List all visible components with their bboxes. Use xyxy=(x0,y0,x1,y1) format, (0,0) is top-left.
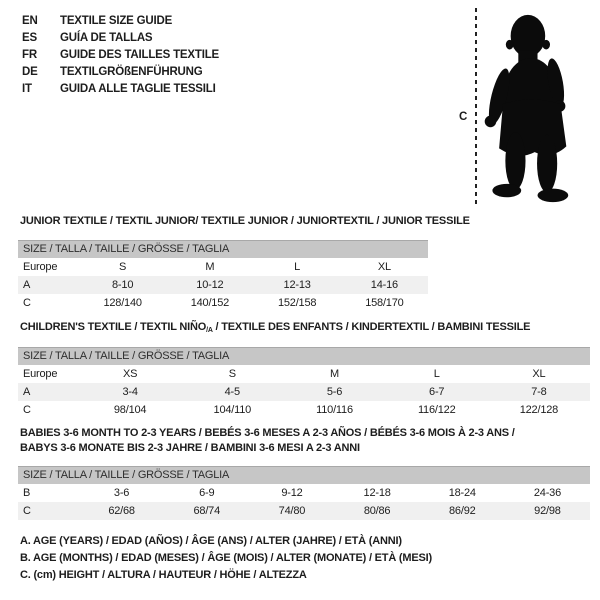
size-cell: S xyxy=(119,261,127,273)
size-cell: XL xyxy=(532,368,546,380)
language-code: EN xyxy=(22,15,38,27)
table-title-text: BABYS 3-6 MONATE BIS 2-3 JAHRE / BAMBINI 3-6 MESI A 2-3 ANNI xyxy=(20,442,360,454)
language-guide xyxy=(22,13,219,98)
language-label: GUIDE DES TAILLES TEXTILE xyxy=(60,49,219,61)
size-cell: 12-18 xyxy=(363,487,391,499)
height-measure-line xyxy=(475,8,477,207)
table-row xyxy=(18,383,590,401)
baby-silhouette-image xyxy=(478,8,574,208)
language-code: IT xyxy=(22,83,32,95)
children-table-title xyxy=(20,320,530,338)
table-title-line xyxy=(20,320,530,338)
size-cell: 3-4 xyxy=(122,386,138,398)
language-code: FR xyxy=(22,49,37,61)
size-cell: 7-8 xyxy=(531,386,547,398)
size-cell: 3-6 xyxy=(113,487,130,499)
table-title-text: /A xyxy=(206,327,213,334)
table-title-line xyxy=(20,214,470,229)
children-size-table xyxy=(18,347,590,419)
language-code: DE xyxy=(22,66,38,78)
table-title-text: BABIES 3-6 MONTH TO 2-3 YEARS / BEBÉS 3-6 MESES A 2-3 AÑOS / BÉBÉS 3-6 MOIS À 2-3 ANS / xyxy=(20,427,515,439)
babies-size-table xyxy=(18,466,590,520)
size-cell: 4-5 xyxy=(224,386,240,398)
table-title-text: JUNIOR TEXTILE / TEXTIL JUNIOR/ TEXTILE JUNIOR / JUNIORTEXTIL / JUNIOR TESSILE xyxy=(20,215,470,227)
table-title-text: / TEXTILE DES ENFANTS / KINDERTEXTIL / BAMBINI TESSILE xyxy=(212,321,531,333)
size-cell: 12-13 xyxy=(283,279,311,291)
size-cell: M xyxy=(330,368,339,380)
row-label: C xyxy=(23,297,31,309)
table-row xyxy=(18,276,428,294)
language-item xyxy=(22,47,219,64)
size-header-bar: SIZE / TALLA / TAILLE / GRÖSSE / TAGLIA xyxy=(18,347,590,365)
row-label: C xyxy=(23,404,31,416)
footnote-line: A. AGE (YEARS) / EDAD (AÑOS) / ÂGE (ANS) / ALTER (JAHRE) / ETÀ (ANNI) xyxy=(20,535,402,547)
row-label: Europe xyxy=(23,261,58,273)
table-row xyxy=(18,294,428,312)
language-label: TEXTILE SIZE GUIDE xyxy=(60,15,173,27)
table-title-line xyxy=(20,426,515,441)
row-label: B xyxy=(23,487,31,499)
size-cell: 140/152 xyxy=(190,297,230,309)
language-item xyxy=(22,30,219,47)
size-cell: 86/92 xyxy=(449,505,476,517)
size-cell: L xyxy=(294,261,301,273)
size-header-bar: SIZE / TALLA / TAILLE / GRÖSSE / TAGLIA xyxy=(18,466,590,484)
size-cell: 152/158 xyxy=(277,297,317,309)
size-cell: 9-12 xyxy=(281,487,303,499)
size-cell: 8-10 xyxy=(112,279,134,291)
baby-silhouette-shape xyxy=(485,15,569,202)
size-cell: 122/128 xyxy=(519,404,559,416)
size-cell: XL xyxy=(377,261,391,273)
row-label: A xyxy=(23,386,31,398)
size-cell: M xyxy=(205,261,215,273)
size-cell: 10-12 xyxy=(196,279,224,291)
footnote-line: C. (cm) HEIGHT / ALTURA / HAUTEUR / HÖHE / ALTEZZA xyxy=(20,569,307,581)
size-cell: 5-6 xyxy=(326,386,343,398)
table-title-line xyxy=(20,441,515,456)
language-item xyxy=(22,13,219,30)
table-row xyxy=(18,502,590,520)
size-cell: XS xyxy=(122,368,138,380)
row-label: C xyxy=(23,505,31,517)
height-measure-label: C xyxy=(459,111,468,123)
size-cell: 6-7 xyxy=(429,386,445,398)
row-label: Europe xyxy=(23,368,58,380)
size-cell: 104/110 xyxy=(213,404,252,416)
size-cell: 18-24 xyxy=(448,487,476,499)
size-cell: S xyxy=(228,368,236,380)
size-cell: 24-36 xyxy=(533,487,562,499)
table-row xyxy=(18,258,428,276)
size-cell: 92/98 xyxy=(534,505,561,517)
size-cell: 62/68 xyxy=(108,505,135,517)
size-cell: 80/86 xyxy=(363,505,391,517)
language-label: GUÍA DE TALLAS xyxy=(60,32,153,44)
table-row xyxy=(18,484,590,502)
size-cell: 158/170 xyxy=(365,297,404,309)
table-row xyxy=(18,365,590,383)
size-header-bar: SIZE / TALLA / TAILLE / GRÖSSE / TAGLIA xyxy=(18,240,428,258)
size-cell: 6-9 xyxy=(199,487,215,499)
size-cell: L xyxy=(433,368,440,380)
size-cell: 116/122 xyxy=(417,404,456,416)
junior-size-table xyxy=(18,240,428,312)
size-cell: 128/140 xyxy=(103,297,142,309)
row-label: A xyxy=(23,279,31,291)
language-code: ES xyxy=(22,32,37,44)
table-title-text: CHILDREN'S TEXTILE / TEXTIL NIÑO xyxy=(20,321,207,333)
language-item xyxy=(22,64,219,81)
size-cell: 14-16 xyxy=(370,279,398,291)
language-label: GUIDA ALLE TAGLIE TESSILI xyxy=(60,83,216,95)
language-item xyxy=(22,81,219,98)
size-cell: 110/116 xyxy=(316,404,353,416)
language-label: TEXTILGRÖßENFÜHRUNG xyxy=(60,66,203,78)
footnotes xyxy=(20,533,432,584)
table-row xyxy=(18,401,590,419)
junior-table-title xyxy=(20,214,470,229)
size-cell: 68/74 xyxy=(193,505,221,517)
babies-table-title xyxy=(20,426,515,456)
size-cell: 74/80 xyxy=(278,505,306,517)
size-cell: 98/104 xyxy=(113,404,147,416)
footnote-line: B. AGE (MONTHS) / EDAD (MESES) / ÂGE (MOIS) / ALTER (MONATE) / ETÀ (MESI) xyxy=(20,552,432,564)
